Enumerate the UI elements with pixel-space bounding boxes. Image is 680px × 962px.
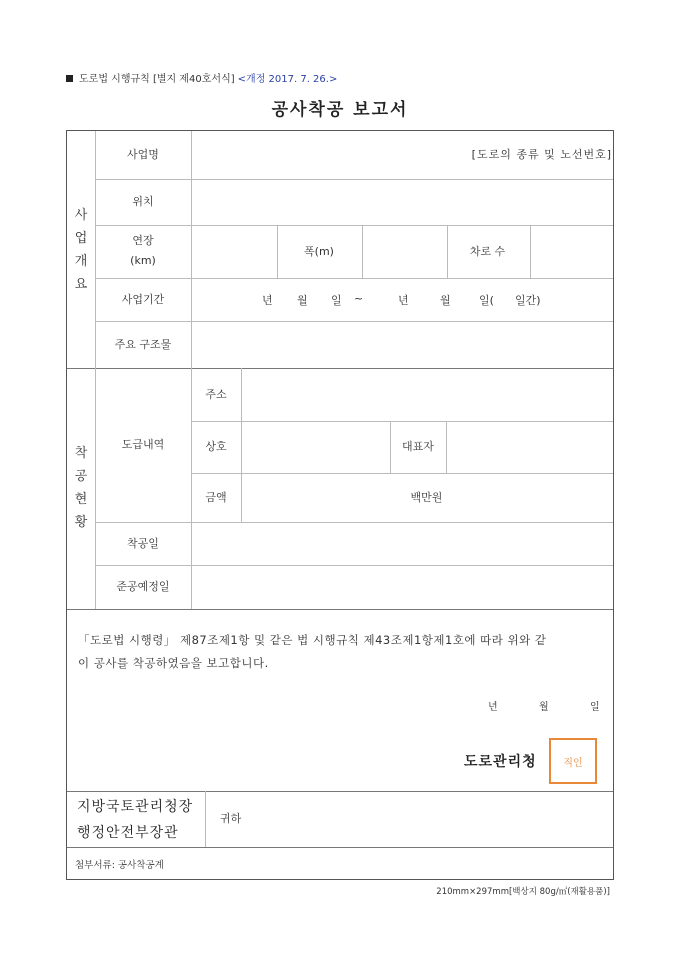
- subcontract-label: 도급내역: [121, 438, 165, 451]
- recipient-line-1: 지방국토관리청장: [77, 799, 194, 815]
- road-type-hint: [도로의 종류 및 노선번호]: [471, 148, 612, 161]
- ceo-field[interactable]: [446, 420, 612, 472]
- date-year-label: 년: [488, 702, 498, 713]
- regulation-header: [66, 70, 337, 85]
- amount-unit: 백만원: [410, 490, 443, 504]
- amount-field[interactable]: [241, 472, 612, 521]
- structures-field[interactable]: [191, 320, 612, 367]
- page-title: 공사착공 보고서: [271, 100, 409, 120]
- project-overview-section-label: 사 업 개 요: [74, 208, 88, 292]
- amendment-text: <개정 2017. 7. 26.>: [237, 74, 338, 85]
- company-label: 상호: [205, 440, 227, 453]
- address-label: 주소: [205, 387, 227, 401]
- address-field[interactable]: [241, 367, 612, 420]
- paper-spec: 210mm×297mm[백상지 80g/㎡(재활용품)]: [436, 887, 610, 897]
- location-field[interactable]: [191, 178, 612, 224]
- date-day-label: 일: [590, 702, 600, 713]
- seal-label: 직인: [563, 757, 583, 769]
- width-label: 폭(m): [304, 244, 334, 258]
- attachments-note: 첨부서류: 공사착공계: [75, 860, 164, 871]
- location-label: 위치: [132, 195, 154, 208]
- start-date-label: 착공일: [127, 536, 159, 550]
- regulation-text: 도로법 시행규칙 [별지 제40호서식]: [79, 74, 235, 85]
- amount-label: 금액: [205, 490, 227, 504]
- date-month-label: 월: [539, 702, 549, 713]
- statement-line-2: 이 공사를 착공하였음을 보고합니다.: [78, 656, 269, 670]
- recipient-line-2: 행정안전부장관: [77, 825, 179, 841]
- statement-line-1: 「도로법 시행령」 제87조제1항 및 같은 법 시행규칙 제43조제1항제1호에 따라 위와 같: [78, 633, 547, 647]
- completion-date-label: 준공예정일: [116, 580, 170, 593]
- recipient-suffix: 귀하: [220, 812, 242, 825]
- width-field[interactable]: [362, 224, 446, 277]
- official-seal-box: [549, 738, 597, 784]
- start-date-field[interactable]: [191, 521, 612, 564]
- structures-label: 주요 구조물: [114, 337, 172, 351]
- road-authority-label: 도로관리청: [464, 754, 537, 770]
- square-bullet-icon: [66, 75, 73, 82]
- company-field[interactable]: [241, 420, 390, 472]
- completion-date-field[interactable]: [191, 564, 612, 608]
- length-label: 연장 (km): [130, 233, 156, 267]
- project-name-field[interactable]: [191, 130, 612, 178]
- lanes-field[interactable]: [530, 224, 612, 277]
- lanes-label: 차로 수: [469, 244, 506, 258]
- period-label: 사업기간: [121, 292, 165, 306]
- project-name-label: 사업명: [127, 148, 159, 161]
- start-status-section-label: 착 공 현 황: [74, 446, 88, 530]
- length-field[interactable]: [191, 224, 276, 277]
- ceo-label: 대표자: [402, 440, 434, 453]
- period-field[interactable]: 년 월 일 ~ 년 월 일( 일간): [262, 292, 541, 307]
